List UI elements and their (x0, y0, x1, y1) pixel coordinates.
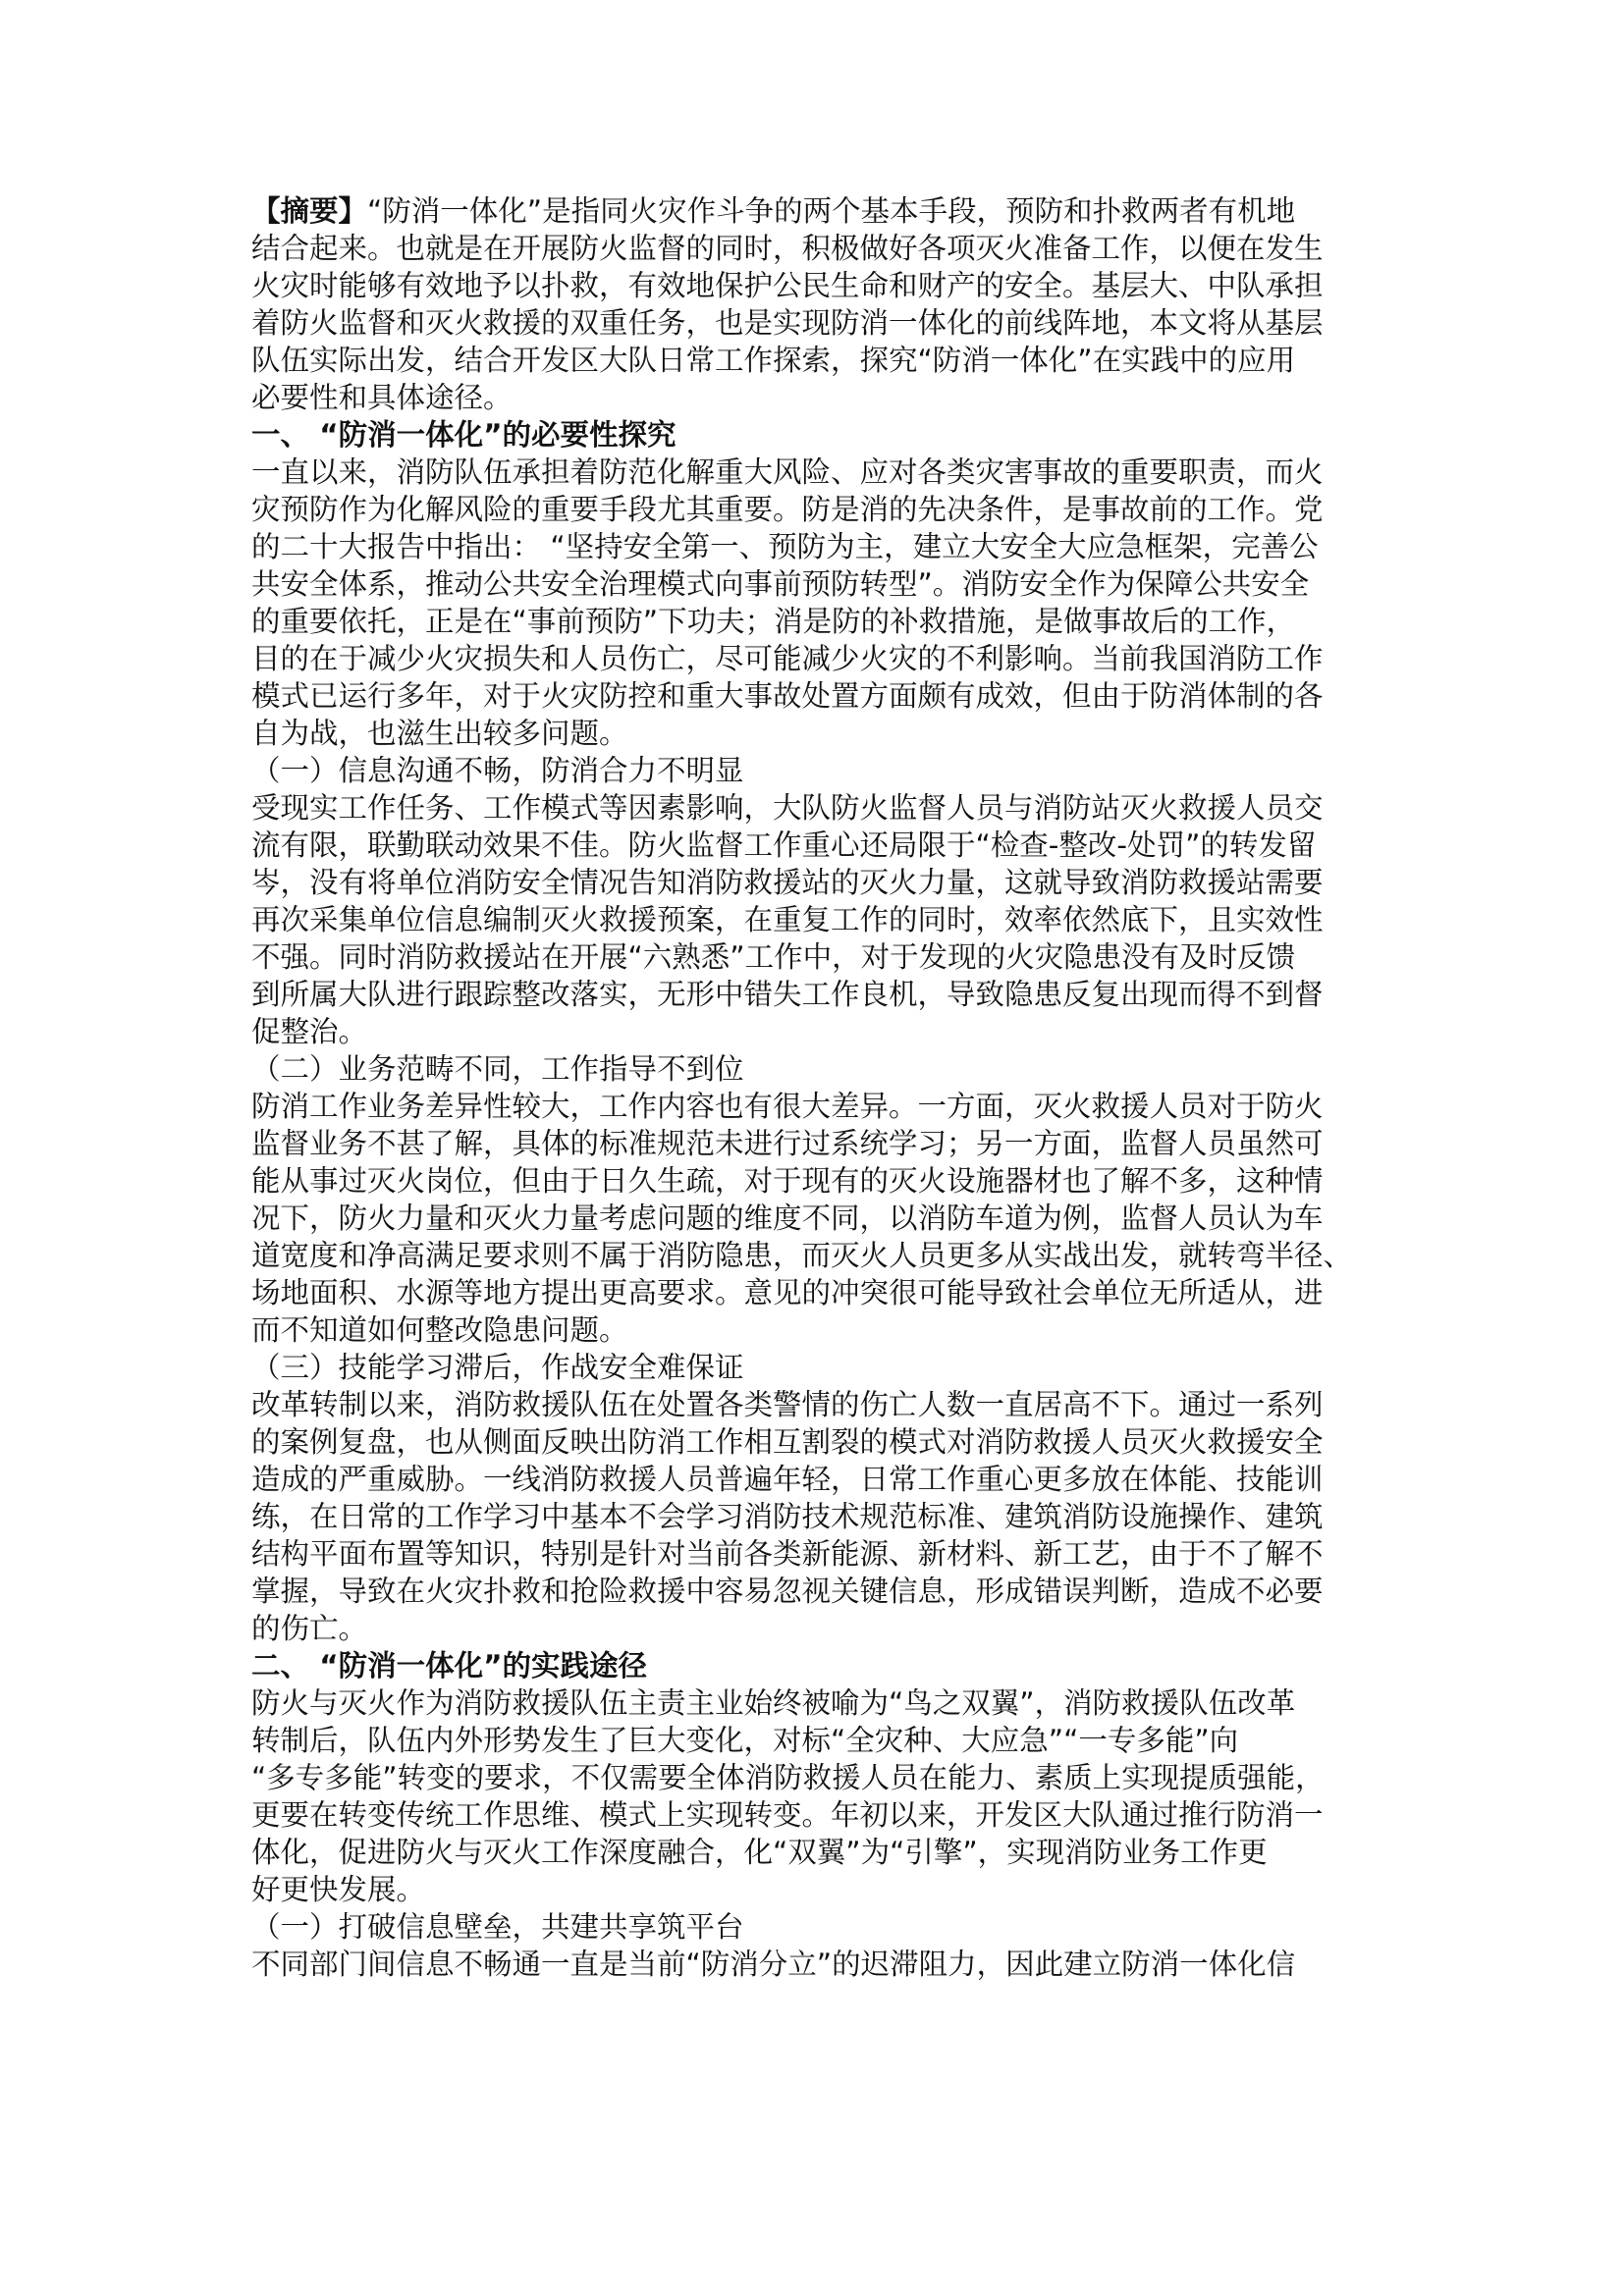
line-text: 好更快发展。 (251, 1873, 426, 1906)
line-text: 必要性和具体途径。 (251, 381, 513, 414)
line-text: 结合起来。也就是在开展防火监督的同时，积极做好各项灭火准备工作，以便在发生 (251, 232, 1324, 265)
line-text: 岑，没有将单位消防安全情况告知消防救援站的灭火力量，这就导致消防救援站需要 (251, 866, 1324, 899)
text-line (251, 1722, 1377, 1759)
line-text: 共安全体系，推动公共安全治理模式向事前预防转型”。消防安全作为保障公共安全 (251, 567, 1310, 601)
document-body (251, 192, 1377, 1983)
text-line (251, 1796, 1377, 1834)
line-text: 监督业务不甚了解，具体的标准规范未进行过系统学习；另一方面，监督人员虽然可 (251, 1127, 1324, 1160)
text-line (251, 1311, 1377, 1349)
line-text: 到所属大队进行跟踪整改落实，无形中错失工作良机，导致隐患反复出现而得不到督 (251, 978, 1324, 1011)
text-line (251, 1013, 1377, 1050)
line-text: （一）打破信息壁垒，共建共享筑平台 (251, 1910, 744, 1944)
line-text: 练，在日常的工作学习中基本不会学习消防技术规范标准、建筑消防设施操作、建筑 (251, 1500, 1324, 1533)
text-line (251, 192, 1377, 230)
text-line (251, 1535, 1377, 1573)
text-line (251, 454, 1377, 491)
text-line (251, 901, 1377, 938)
text-line (251, 1498, 1377, 1535)
line-text: 着防火监督和灭火救援的双重任务，也是实现防消一体化的前线阵地，本文将从基层 (251, 306, 1324, 340)
text-line (251, 1834, 1377, 1871)
text-line (251, 938, 1377, 976)
line-text: 体化，促进防火与灭火工作深度融合，化“双翼”为“引擎”，实现消防业务工作更 (251, 1836, 1268, 1869)
text-line (251, 1871, 1377, 1908)
line-text: 况下，防火力量和灭火力量考虑问题的维度不同，以消防车道为例，监督人员认为车 (251, 1201, 1324, 1235)
text-line (251, 677, 1377, 715)
line-text: “多专多能”转变的要求，不仅需要全体消防救援人员在能力、素质上实现提质强能， (251, 1761, 1325, 1794)
line-text: 不同部门间信息不畅通一直是当前“防消分立”的迟滞阻力，因此建立防消一体化信 (251, 1948, 1296, 1981)
text-line (251, 230, 1377, 267)
text-line (251, 528, 1377, 565)
line-text: 再次采集单位信息编制灭火救援预案，在重复工作的同时，效率依然底下，且实效性 (251, 903, 1324, 936)
line-text: 的二十大报告中指出： “坚持安全第一、预防为主，建立大安全大应急框架，完善公 (251, 530, 1319, 563)
line-text: 道宽度和净高满足要求则不属于消防隐患，而灭火人员更多从实战出发，就转弯半径、 (251, 1239, 1353, 1272)
text-line (251, 565, 1377, 603)
text-line (251, 976, 1377, 1013)
text-line (251, 752, 1377, 789)
line-text: （一）信息沟通不畅，防消合力不明显 (251, 754, 744, 787)
text-line (251, 603, 1377, 640)
text-line (251, 827, 1377, 864)
line-text: 目的在于减少火灾损失和人员伤亡，尽可能减少火灾的不利影响。当前我国消防工作 (251, 642, 1324, 675)
line-text: 场地面积、水源等地方提出更高要求。意见的冲突很可能导致社会单位无所适从，进 (251, 1276, 1324, 1309)
line-text: 的伤亡。 (251, 1612, 368, 1645)
line-text: 而不知道如何整改隐患问题。 (251, 1313, 628, 1347)
line-text: 的重要依托，正是在“事前预防”下功夫；消是防的补救措施，是做事故后的工作， (251, 605, 1296, 638)
text-line (251, 715, 1377, 752)
line-text: 受现实工作任务、工作模式等因素影响，大队防火监督人员与消防站灭火救援人员交 (251, 791, 1324, 825)
line-text: 防火与灭火作为消防救援队伍主责主业始终被喻为“鸟之双翼”，消防救援队伍改革 (251, 1686, 1296, 1720)
text-line (251, 1610, 1377, 1647)
text-line (251, 1573, 1377, 1610)
line-text: 改革转制以来，消防救援队伍在处置各类警情的伤亡人数一直居高不下。通过一系列 (251, 1388, 1324, 1421)
line-text: 队伍实际出发，结合开发区大队日常工作探索，探究“防消一体化”在实践中的应用 (251, 344, 1296, 377)
line-text: 的案例复盘，也从侧面反映出防消工作相互割裂的模式对消防救援人员灭火救援安全 (251, 1425, 1324, 1459)
line-text: 火灾时能够有效地予以扑救，有效地保护公民生命和财产的安全。基层大、中队承担 (251, 269, 1324, 302)
text-line (251, 864, 1377, 901)
text-line (251, 1423, 1377, 1461)
line-text: 更要在转变传统工作思维、模式上实现转变。年初以来，开发区大队通过推行防消一 (251, 1798, 1324, 1832)
text-line (251, 640, 1377, 677)
text-line (251, 304, 1377, 342)
line-text: “防消一体化”是指同火灾作斗争的两个基本手段，预防和扑救两者有机地 (367, 194, 1296, 228)
text-line (251, 1050, 1377, 1088)
text-line (251, 1461, 1377, 1498)
text-line (251, 1908, 1377, 1946)
text-line (251, 1088, 1377, 1125)
line-text: 二、 “防消一体化”的实践途径 (251, 1649, 648, 1682)
text-line (251, 379, 1377, 416)
line-text: （三）技能学习滞后，作战安全难保证 (251, 1351, 744, 1384)
line-text: 灾预防作为化解风险的重要手段尤其重要。防是消的先决条件，是事故前的工作。党 (251, 493, 1324, 526)
text-line (251, 1946, 1377, 1983)
text-line (251, 789, 1377, 827)
line-text: 不强。同时消防救援站在开展“六熟悉”工作中，对于发现的火灾隐患没有及时反馈 (251, 940, 1296, 974)
text-line (251, 1162, 1377, 1200)
text-line (251, 1386, 1377, 1423)
text-line (251, 1684, 1377, 1722)
line-text: 造成的严重威胁。一线消防救援人员普遍年轻，日常工作重心更多放在体能、技能训 (251, 1463, 1324, 1496)
text-line (251, 1349, 1377, 1386)
line-text: 一、 “防消一体化”的必要性探究 (251, 418, 677, 452)
text-line (251, 1125, 1377, 1162)
text-line (251, 1274, 1377, 1311)
line-text: 能从事过灭火岗位，但由于日久生疏，对于现有的灭火设施器材也了解不多，这种情 (251, 1164, 1324, 1198)
line-text: 防消工作业务差异性较大，工作内容也有很大差异。一方面，灭火救援人员对于防火 (251, 1090, 1324, 1123)
line-text: 结构平面布置等知识，特别是针对当前各类新能源、新材料、新工艺，由于不了解不 (251, 1537, 1324, 1571)
abstract-label: 【摘要】 (251, 194, 368, 228)
line-text: 转制后，队伍内外形势发生了巨大变化，对标“全灾种、大应急”“一专多能”向 (251, 1724, 1239, 1757)
line-text: 掌握，导致在火灾扑救和抢险救援中容易忽视关键信息，形成错误判断，造成不必要 (251, 1575, 1324, 1608)
text-line (251, 1759, 1377, 1796)
text-line (251, 267, 1377, 304)
section-heading-line (251, 1647, 1377, 1684)
line-text: （二）业务范畴不同，工作指导不到位 (251, 1052, 744, 1086)
text-line (251, 342, 1377, 379)
text-line (251, 1237, 1377, 1274)
section-heading-line (251, 416, 1377, 454)
text-line (251, 491, 1377, 528)
line-text: 自为战，也滋生出较多问题。 (251, 717, 628, 750)
line-text: 一直以来，消防队伍承担着防范化解重大风险、应对各类灾害事故的重要职责，而火 (251, 455, 1324, 489)
text-line (251, 1200, 1377, 1237)
line-text: 促整治。 (251, 1015, 368, 1048)
line-text: 流有限，联勤联动效果不佳。防火监督工作重心还局限于“检查-整改-处罚”的转发留 (251, 828, 1317, 862)
line-text: 模式已运行多年，对于火灾防控和重大事故处置方面颇有成效，但由于防消体制的各 (251, 679, 1324, 713)
